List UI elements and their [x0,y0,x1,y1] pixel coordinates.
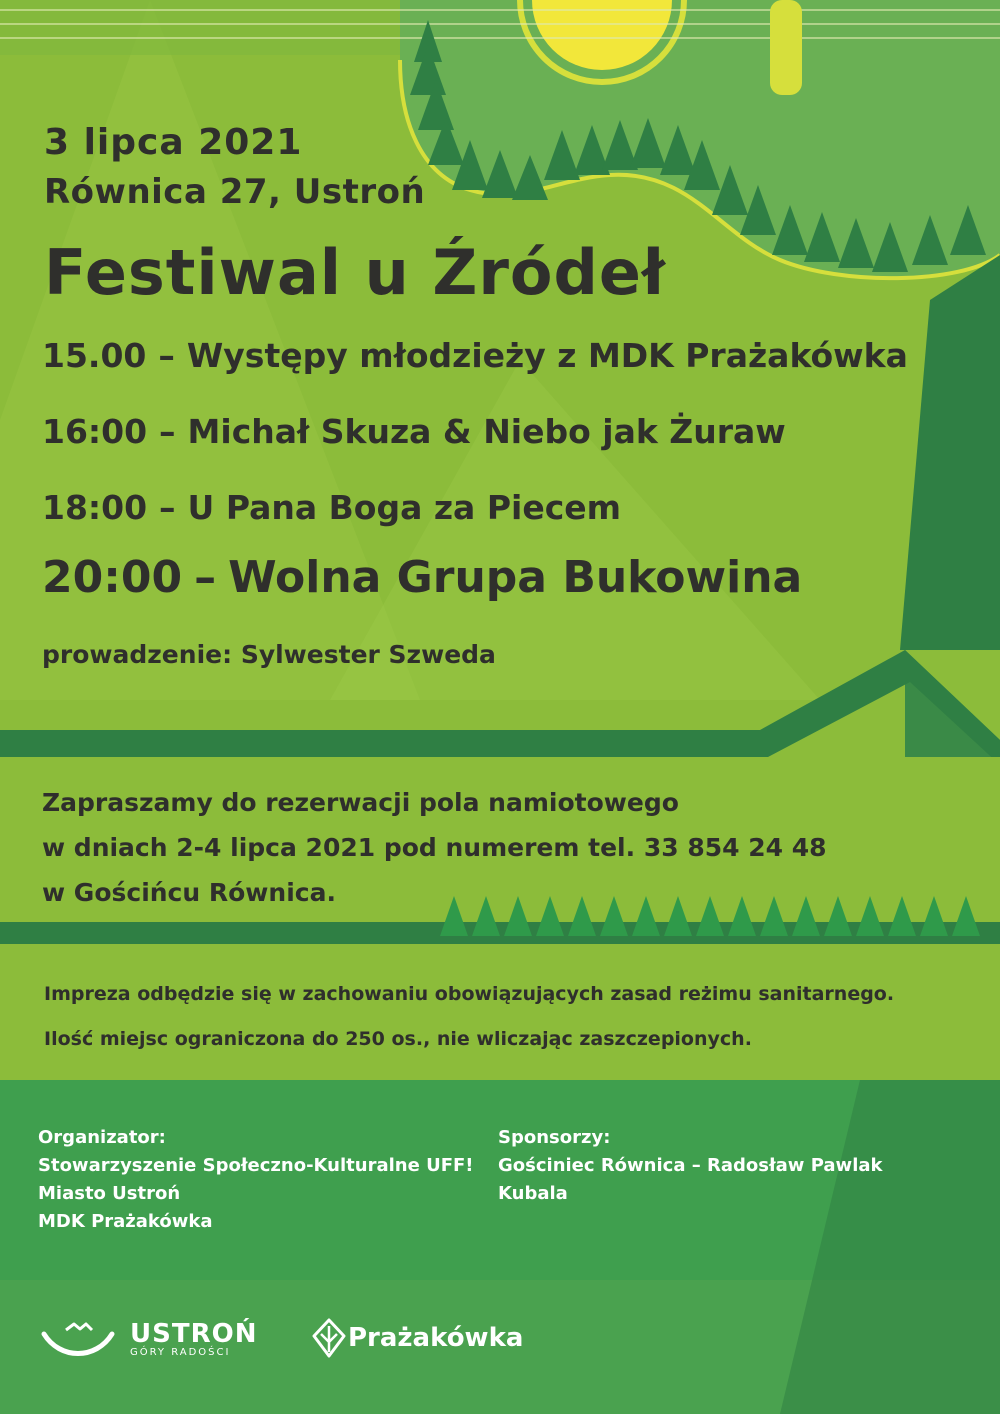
host-label: prowadzenie: [42,640,233,669]
notice-line: Ilość miejsc ograniczona do 250 os., nie wliczając zaszczepionych. [44,1028,752,1050]
reservation-line: Zapraszamy do rezerwacji pola namiotowego [42,788,679,817]
program-item-headliner [42,552,962,603]
host-line [42,640,496,669]
event-date: 3 lipca 2021 [44,122,303,163]
program-separator: – [159,412,176,451]
program-act: Michał Skuza & Niebo jak Żuraw [187,412,786,451]
notice-line: Impreza odbędzie się w zachowaniu obowiązujących zasad reżimu sanitarnego. [44,983,895,1005]
organizer-item: Stowarzyszenie Społeczno-Kulturalne UFF! [38,1155,474,1176]
ustron-logo-name: USTROŃ [130,1319,258,1349]
program-item [42,412,962,451]
program-list [42,336,962,386]
program-time: 16:00 [42,412,148,451]
program-list-4 [42,552,962,603]
reservation-info [42,780,827,915]
program-list-3 [42,488,962,527]
event-location: Równica 27, Ustroń [44,172,426,212]
organizers [38,1124,474,1236]
program-separator: – [159,488,176,527]
prazakowka-logo-name: Prażakówka [348,1323,524,1353]
reservation-line: w Gościńcu Równica. [42,878,336,907]
sponsor-item: Kubala [498,1183,568,1204]
sanitary-notice [44,972,894,1062]
host-name: Sylwester Szweda [240,640,496,669]
program-time: 20:00 [42,552,183,603]
program-item [42,488,962,527]
program-list-2 [42,412,962,451]
organizer-item: Miasto Ustroń [38,1183,181,1204]
sponsor-item: Gościniec Równica – Radosław Pawlak [498,1155,883,1176]
program-act: Występy młodzieży z MDK Prażakówka [186,336,908,375]
program-time: 18:00 [42,488,148,527]
sponsors [498,1124,882,1208]
organizers-heading: Organizator: [38,1127,166,1148]
ustron-logo [40,1320,257,1360]
organizer-item: MDK Prażakówka [38,1211,213,1232]
sponsors-heading: Sponsorzy: [498,1127,611,1148]
program-act: Wolna Grupa Bukowina [228,552,803,603]
ustron-logo-tagline: GÓRY RADOŚCI [130,1347,231,1358]
smile-mountain-icon [40,1320,116,1360]
program-separator: – [158,336,175,375]
prazakowka-logo [312,1318,523,1358]
reservation-line: w dniach 2-4 lipca 2021 pod numerem tel. 33 854 24 48 [42,833,827,862]
event-title: Festiwal u Źródeł [44,236,666,309]
program-item [42,336,962,386]
leaf-icon [312,1318,346,1358]
program-act: U Pana Boga za Piecem [187,488,622,527]
program-separator: – [194,552,217,603]
program-time: 15.00 [42,336,147,375]
